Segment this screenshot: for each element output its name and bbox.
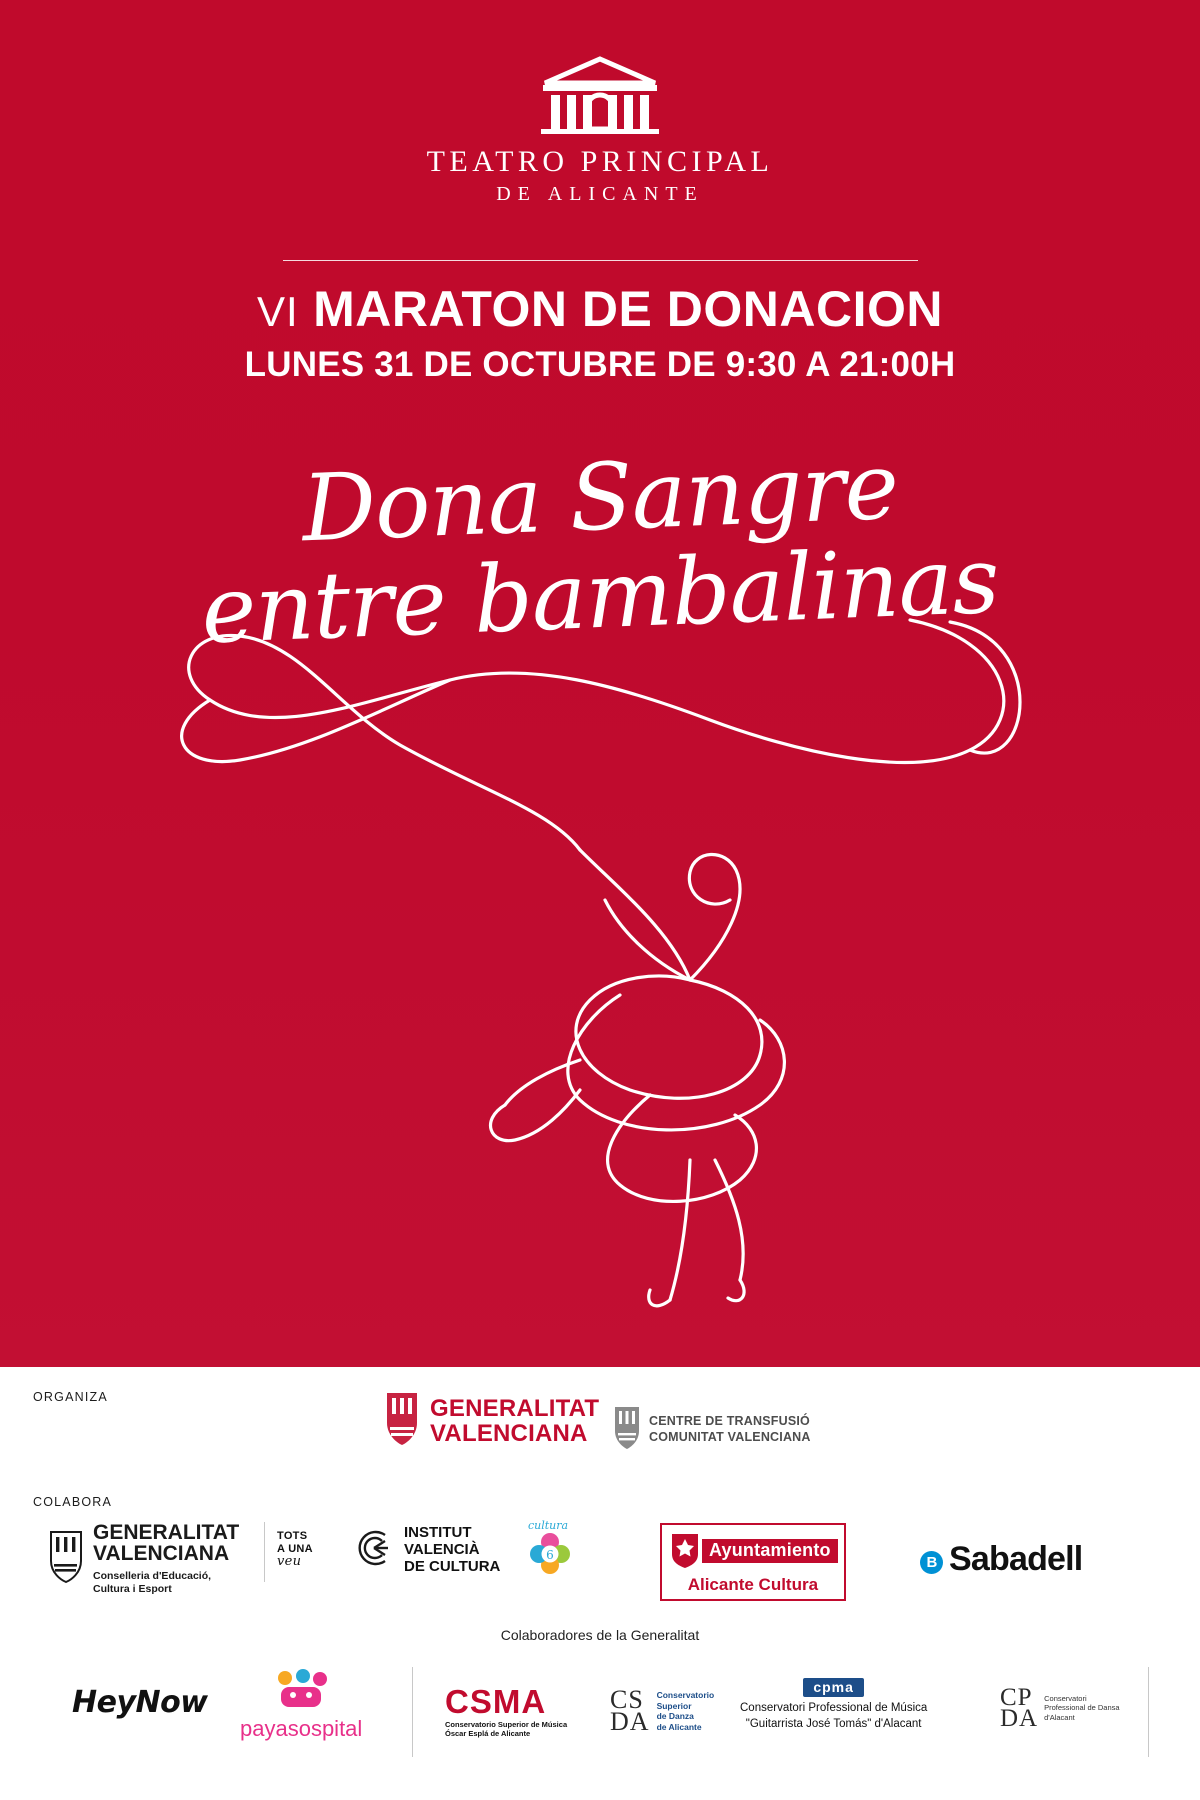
logo-cpma[interactable] (740, 1679, 927, 1732)
generalitat-line-1: GENERALITAT (430, 1395, 600, 1423)
event-schedule: LUNES 31 DE OCTUBRE DE 9:30 A 21:00H (244, 344, 956, 384)
generalitat-collaborators-label: Colaboradores de la Generalitat (500, 1627, 700, 1643)
sabadell-mark-icon: B (920, 1551, 943, 1574)
generalitat-shield-icon (383, 1391, 421, 1452)
csma-sub-1: Conservatorio Superior de Música (445, 1720, 568, 1729)
logo-heynow[interactable] (72, 1685, 207, 1720)
colabora-label: COLABORA (33, 1495, 113, 1509)
conselleria-sub-1: Conselleria d'Educació, (93, 1569, 212, 1582)
logo-ayuntamiento-alicante-cultura[interactable] (660, 1523, 846, 1601)
logo-divider (412, 1667, 413, 1757)
tots-line-3: veu (277, 1554, 302, 1570)
ayuntamiento-line-2: Alicante Cultura (687, 1575, 819, 1594)
sponsors-footer (0, 1367, 1200, 1800)
theatre-subtitle: DE ALICANTE (496, 183, 704, 205)
cpma-badge: cpma (803, 1678, 864, 1697)
cssda-sub-2: Superior (656, 1700, 692, 1711)
tots-line-1: TOTS (277, 1530, 308, 1542)
cssda-mark-1: CS (610, 1685, 644, 1714)
alicante-crest-icon (668, 1528, 702, 1573)
logo-tots-a-una-veu[interactable] (277, 1530, 313, 1570)
sabadell-label: Sabadell (949, 1540, 1083, 1578)
ballet-dancer-line-art-icon (150, 600, 1070, 1320)
script-line-1: Dona Sangre (300, 432, 900, 563)
logo-centre-transfusio[interactable] (612, 1405, 811, 1454)
divider (283, 260, 918, 261)
ayuntamiento-line-1: Ayuntamiento (702, 1539, 838, 1563)
centre-transfusio-line-1: CENTRE DE TRANSFUSIÓ (649, 1413, 810, 1428)
theatre-logo (0, 55, 1200, 206)
event-title-line (0, 283, 1200, 336)
cssda-sub-4: de Alicante (656, 1721, 702, 1732)
cssda-sub-1: Conservatorio (656, 1690, 715, 1701)
ivc-spiral-icon (352, 1526, 396, 1575)
csma-label: CSMA (445, 1683, 547, 1720)
logo-generalitat-valenciana[interactable] (383, 1391, 599, 1452)
ivc-line-1: INSTITUT (404, 1524, 472, 1541)
conselleria-line-2: VALENCIANA (93, 1542, 230, 1566)
logo-payasospital[interactable] (240, 1667, 362, 1742)
organiza-label: ORGANIZA (33, 1390, 108, 1404)
cpda-sub-3: d'Alacant (1044, 1713, 1075, 1723)
cpda-mark-1: CP (1000, 1684, 1033, 1711)
clown-faces-icon (271, 1698, 331, 1715)
script-line-2: entre bambalinas (199, 526, 1001, 665)
logo-institut-valencia-cultura[interactable] (352, 1525, 500, 1575)
logo-cssda[interactable] (610, 1685, 715, 1737)
logo-divider (1148, 1667, 1149, 1757)
heynow-label: HeyNow (72, 1685, 208, 1720)
som-cultura-label: cultura (528, 1519, 569, 1532)
logo-som-cultura[interactable] (528, 1519, 572, 1581)
cpda-sub-2: Professional de Dansa (1044, 1703, 1120, 1713)
generalitat-line-2: VALENCIANA (430, 1419, 588, 1447)
tots-line-2: A UNA (277, 1542, 313, 1555)
theatre-name: TEATRO PRINCIPAL (426, 145, 774, 178)
cssda-mark-2: DA (610, 1707, 650, 1737)
transfusion-shield-icon (612, 1405, 642, 1454)
ivc-line-2: VALENCIÀ (404, 1540, 480, 1558)
cpma-line-1: Conservatori Professional de Música (740, 1702, 928, 1714)
cpda-mark-2: DA (1000, 1705, 1039, 1733)
theatre-facade-icon (0, 55, 1200, 135)
cssda-sub-3: de Danza (656, 1711, 694, 1722)
payasospital-label: payasospital (240, 1716, 363, 1741)
conselleria-sub-2: Cultura i Esport (93, 1583, 172, 1596)
svg-text:6: 6 (546, 1548, 554, 1562)
cpma-line-2: "Guitarrista José Tomás" d'Alacant (745, 1717, 922, 1730)
logo-csma[interactable] (445, 1685, 567, 1739)
centre-transfusio-line-2: COMUNITAT VALENCIANA (649, 1429, 811, 1444)
event-title: MARATON DE DONACION (313, 281, 943, 337)
event-title-block (0, 283, 1200, 385)
cpda-sub-1: Conservatori (1044, 1693, 1087, 1703)
logo-divider (264, 1522, 265, 1582)
colored-pinwheel-icon (528, 1548, 572, 1580)
logo-cpda[interactable] (1000, 1684, 1120, 1733)
csma-sub-2: Óscar Esplá de Alicante (445, 1729, 531, 1739)
event-edition: VI (257, 288, 299, 335)
logo-banco-sabadell[interactable] (920, 1540, 1082, 1579)
conselleria-line-1: GENERALITAT (93, 1521, 240, 1544)
ivc-line-3: DE CULTURA (404, 1557, 501, 1575)
generalitat-shield-icon (48, 1530, 84, 1589)
logo-generalitat-conselleria[interactable] (48, 1522, 239, 1596)
